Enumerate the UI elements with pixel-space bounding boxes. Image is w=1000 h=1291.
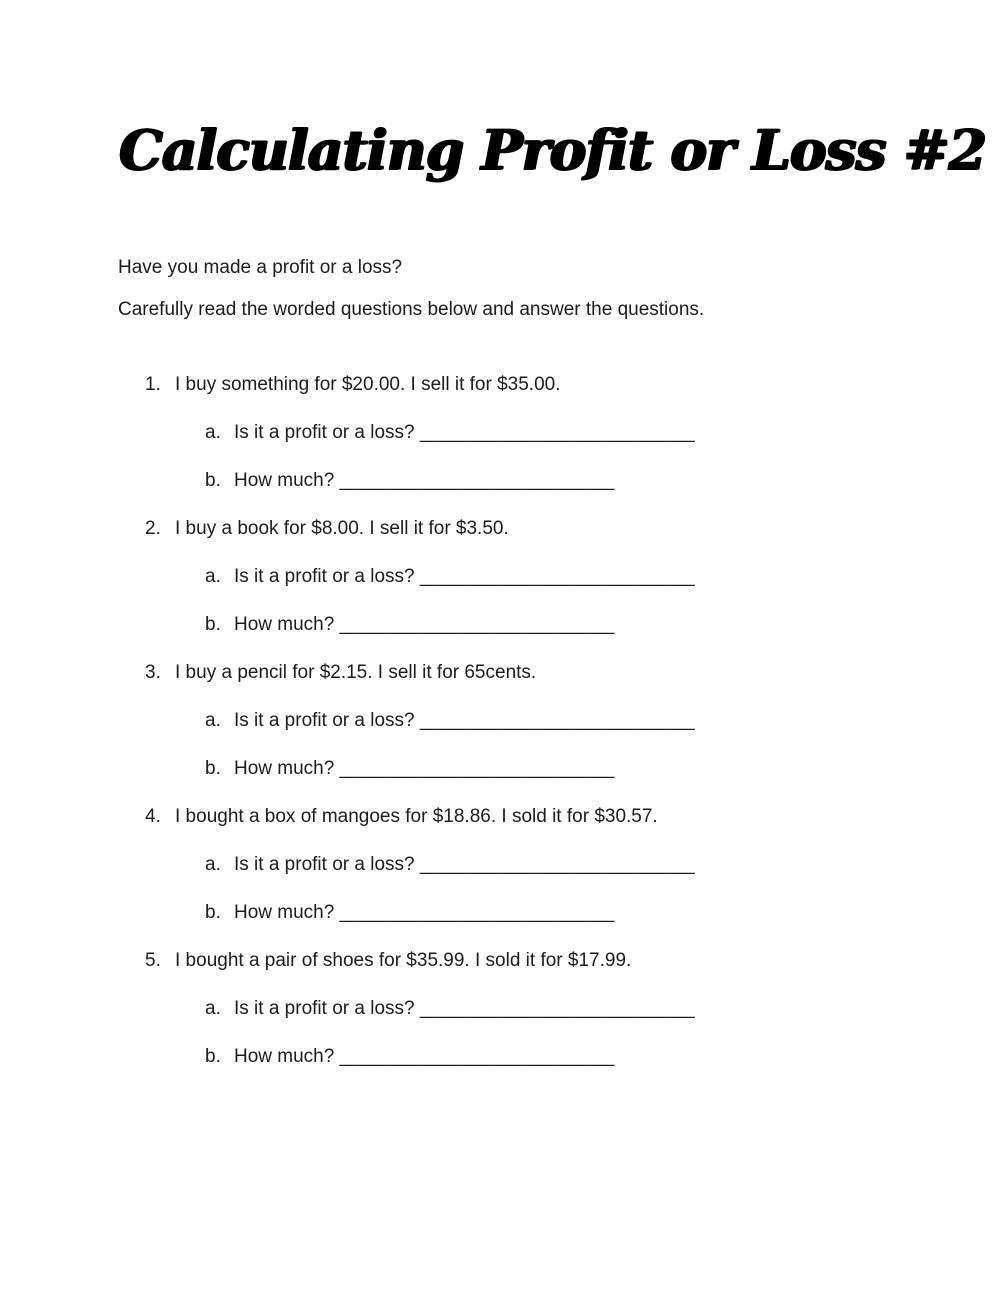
answer-prompt: Is it a profit or a loss? [234, 422, 415, 443]
answer-blank[interactable]: __________________________ [339, 758, 615, 779]
answer-line-a [118, 997, 940, 1021]
question-number: 2. [145, 518, 161, 539]
answer-letter: b. [205, 902, 221, 923]
answer-letter: b. [205, 758, 221, 779]
question-line [118, 949, 940, 973]
answer-blank[interactable]: __________________________ [419, 854, 695, 875]
question-text: I buy something for $20.00. I sell it for $35.00. [175, 374, 561, 395]
question-number: 5. [145, 950, 161, 971]
answer-letter: a. [205, 854, 221, 875]
answer-line-b [118, 901, 940, 925]
answer-blank[interactable]: __________________________ [339, 614, 615, 635]
answer-letter: a. [205, 998, 221, 1019]
question-number: 4. [145, 806, 161, 827]
answer-blank[interactable]: __________________________ [339, 902, 615, 923]
answer-prompt: Is it a profit or a loss? [234, 854, 415, 875]
answer-letter: a. [205, 422, 221, 443]
answer-line-b [118, 469, 940, 493]
answer-line-a [118, 421, 940, 445]
answer-prompt: How much? [234, 758, 335, 779]
question-item-4 [118, 805, 940, 925]
question-text: I bought a pair of shoes for $35.99. I sold it for $17.99. [175, 950, 632, 971]
answer-prompt: Is it a profit or a loss? [234, 998, 415, 1019]
question-item-5 [118, 949, 940, 1069]
answer-line-a [118, 565, 940, 589]
question-line [118, 517, 940, 541]
answer-blank[interactable]: __________________________ [419, 998, 695, 1019]
question-line [118, 805, 940, 829]
answer-letter: b. [205, 1046, 221, 1067]
answer-blank[interactable]: __________________________ [419, 710, 695, 731]
answer-letter: b. [205, 470, 221, 491]
question-text: I bought a box of mangoes for $18.86. I sold it for $30.57. [175, 806, 658, 827]
answer-prompt: Is it a profit or a loss? [234, 710, 415, 731]
answer-blank[interactable]: __________________________ [419, 566, 695, 587]
question-item-2 [118, 517, 940, 637]
answer-prompt: How much? [234, 470, 335, 491]
question-line [118, 373, 940, 397]
question-number: 1. [145, 374, 161, 395]
answer-line-b [118, 1045, 940, 1069]
question-item-1 [118, 373, 940, 493]
answer-prompt: How much? [234, 1046, 335, 1067]
answer-line-a [118, 709, 940, 733]
question-item-3 [118, 661, 940, 781]
questions-list [118, 373, 940, 1069]
answer-prompt: How much? [234, 614, 335, 635]
answer-blank[interactable]: __________________________ [339, 470, 615, 491]
answer-letter: b. [205, 614, 221, 635]
answer-letter: a. [205, 566, 221, 587]
question-text: I buy a pencil for $2.15. I sell it for 65cents. [175, 662, 537, 683]
intro-line-2: Carefully read the worded questions below and answer the questions. [118, 299, 705, 320]
answer-line-b [118, 613, 940, 637]
answer-blank[interactable]: __________________________ [419, 422, 695, 443]
answer-letter: a. [205, 710, 221, 731]
intro-line-1: Have you made a profit or a loss? [118, 257, 403, 278]
answer-line-b [118, 757, 940, 781]
answer-prompt: Is it a profit or a loss? [234, 566, 415, 587]
answer-prompt: How much? [234, 902, 335, 923]
question-text: I buy a book for $8.00. I sell it for $3.50. [175, 518, 509, 539]
question-line [118, 661, 940, 685]
worksheet-title: Calculating Profit or Loss #2 [118, 117, 985, 182]
answer-blank[interactable]: __________________________ [339, 1046, 615, 1067]
answer-line-a [118, 853, 940, 877]
question-number: 3. [145, 662, 161, 683]
